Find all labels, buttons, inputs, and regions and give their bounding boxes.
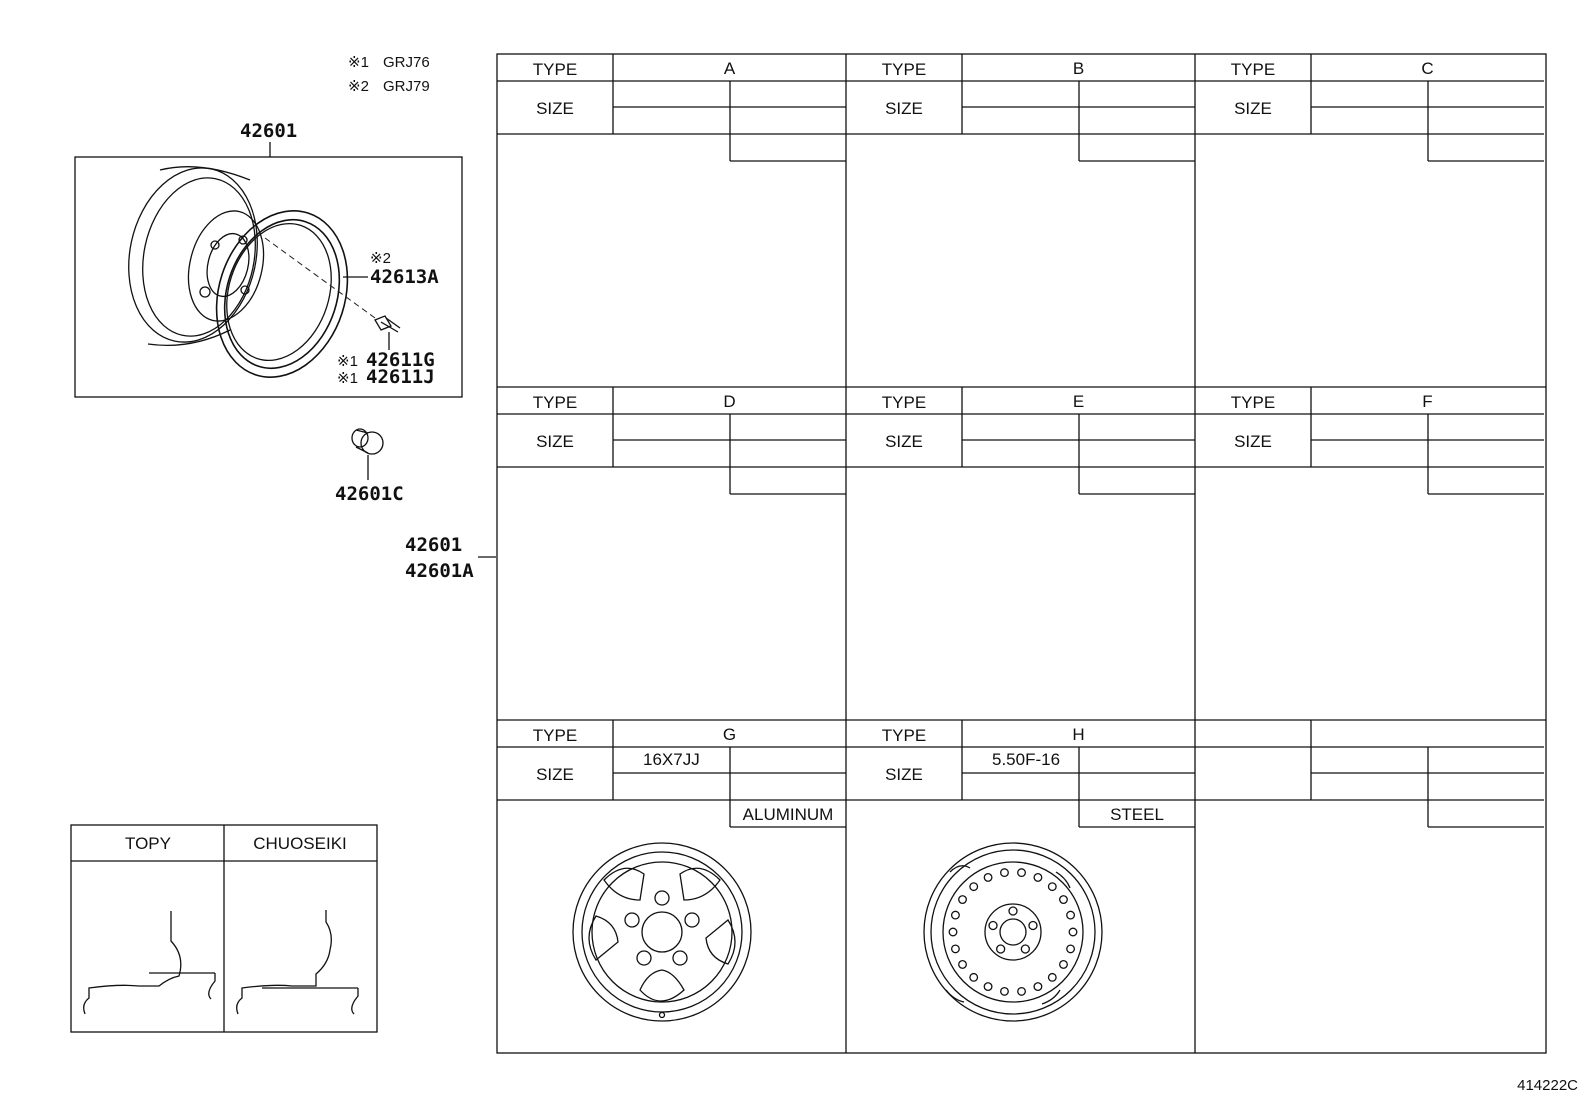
valve-callouts[interactable] xyxy=(337,332,435,388)
maker-table xyxy=(71,825,377,1032)
steel-wheel-front-illustration xyxy=(924,843,1102,1021)
maker-topy: TOPY xyxy=(125,834,171,853)
type-label: TYPE xyxy=(881,726,927,745)
size-value-g: 16X7JJ xyxy=(643,750,700,769)
type-label: TYPE xyxy=(881,60,927,79)
size-label: SIZE xyxy=(1234,99,1272,118)
cap-callout[interactable] xyxy=(335,429,404,505)
size-label: SIZE xyxy=(885,99,923,118)
note-mark-2: ※2 xyxy=(348,78,369,95)
size-label: SIZE xyxy=(536,765,574,784)
rim-ring-mark: ※2 xyxy=(370,250,391,267)
part-number-42611G[interactable]: 42611G xyxy=(366,349,435,371)
note-text-1: GRJ76 xyxy=(383,54,430,71)
type-letter-b: B xyxy=(1072,59,1085,78)
size-label: SIZE xyxy=(1234,432,1272,451)
type-label: TYPE xyxy=(1230,60,1276,79)
type-letter-g: G xyxy=(722,725,737,744)
hub-cap-icon xyxy=(352,429,383,454)
type-label: TYPE xyxy=(532,393,578,412)
part-number-42601C[interactable]: 42601C xyxy=(335,483,404,505)
type-letter-d: D xyxy=(723,392,736,411)
note-text-2: GRJ79 xyxy=(383,78,430,95)
topy-rim-profile xyxy=(84,911,215,1014)
type-label: TYPE xyxy=(881,393,927,412)
size-label: SIZE xyxy=(885,765,923,784)
part-number-42601A[interactable]: 42601A xyxy=(405,560,474,582)
type-letter-f: F xyxy=(1422,392,1433,411)
type-letter-c: C xyxy=(1421,59,1434,78)
size-label: SIZE xyxy=(536,99,574,118)
type-label: TYPE xyxy=(532,726,578,745)
maker-chuoseiki: CHUOSEIKI xyxy=(253,834,347,853)
type-label: TYPE xyxy=(1230,393,1276,412)
note-mark-1: ※1 xyxy=(348,54,369,71)
size-label: SIZE xyxy=(885,432,923,451)
size-value-h: 5.50F-16 xyxy=(992,750,1061,769)
table-ref-callout[interactable] xyxy=(405,534,496,582)
type-letter-h: H xyxy=(1072,725,1085,744)
valve-mark-1: ※1 xyxy=(337,353,358,370)
part-number-42611J[interactable]: 42611J xyxy=(366,366,435,388)
rim-ring-callout[interactable] xyxy=(343,250,439,288)
material-g: ALUMINUM xyxy=(742,805,834,824)
type-letter-a: A xyxy=(723,59,736,78)
material-h: STEEL xyxy=(1110,805,1164,824)
type-letter-e: E xyxy=(1072,392,1085,411)
wheel-type-table xyxy=(497,54,1546,1053)
diagram-id: 414222C xyxy=(1517,1077,1578,1094)
model-notes xyxy=(348,54,430,95)
aluminum-wheel-illustration xyxy=(573,843,751,1021)
chuoseiki-rim-profile xyxy=(237,910,358,1014)
part-number-42601[interactable]: 42601 xyxy=(240,120,298,142)
part-number-42613A[interactable]: 42613A xyxy=(370,266,439,288)
type-label: TYPE xyxy=(532,60,578,79)
valve-mark-2: ※1 xyxy=(337,370,358,387)
size-label: SIZE xyxy=(536,432,574,451)
part-number-42601-ref[interactable]: 42601 xyxy=(405,534,463,556)
